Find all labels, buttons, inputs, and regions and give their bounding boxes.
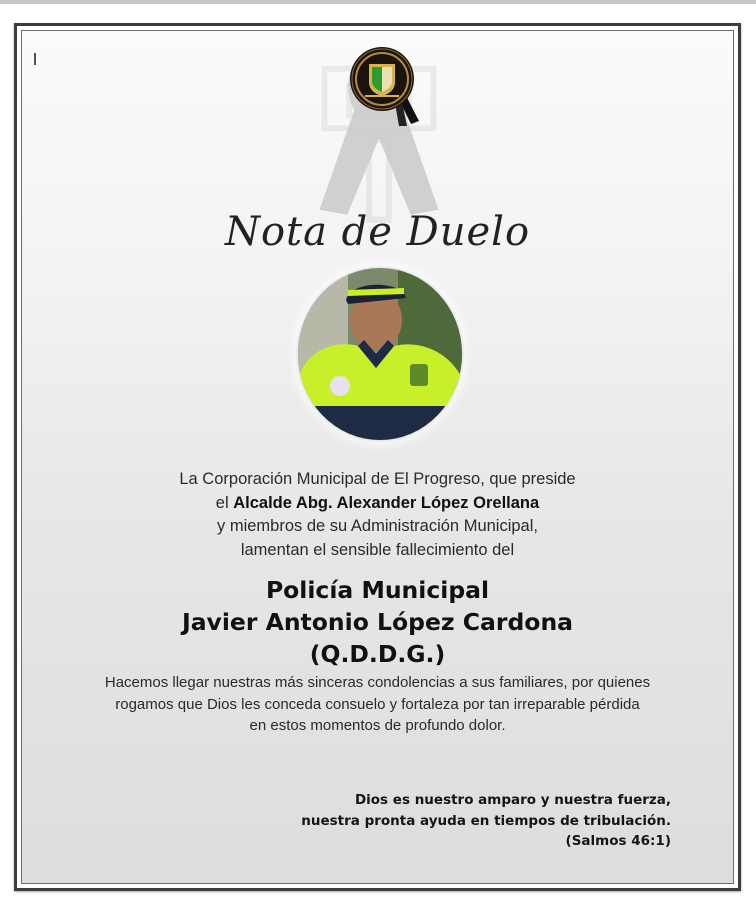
portrait-photo: [298, 268, 462, 440]
verse-line-1: Dios es nuestro amparo y nuestra fuerza,: [354, 792, 671, 808]
deceased-rank: Policía Municipal: [265, 576, 490, 604]
document-page: [21, 30, 734, 884]
condolence-paragraph: [22, 672, 733, 737]
intro-line-2: [22, 492, 733, 516]
intro-paragraph: [22, 468, 733, 562]
mayor-name: Alcalde Abg. Alexander López Orellana: [233, 493, 540, 512]
intro-line-1: La Corporación Municipal de El Progreso, que preside: [179, 470, 576, 488]
deceased-suffix: (Q.D.D.G.): [309, 640, 446, 668]
bible-verse: [301, 790, 671, 852]
verse-line-2: nuestra pronta ayuda en tiempos de tribulación.: [301, 812, 671, 829]
verse-reference: (Salmos 46:1): [565, 833, 671, 849]
document-frame: [14, 23, 741, 891]
condolence-line-3: en estos momentos de profundo dolor.: [249, 717, 506, 734]
top-divider: [0, 0, 756, 4]
page-title: Nota de Duelo: [224, 209, 531, 255]
intro-line-2-prefix: el: [215, 493, 234, 512]
municipal-seal-icon: [349, 46, 415, 112]
deceased-name: Javier Antonio López Cardona: [181, 608, 574, 636]
deceased-block: [22, 574, 733, 670]
intro-line-4: lamentan el sensible fallecimiento del: [240, 540, 515, 559]
mourning-ribbon-icon: [22, 31, 733, 883]
intro-line-3: y miembros de su Administración Municipal,: [217, 517, 538, 535]
condolence-line-1: Hacemos llegar nuestras más sinceras condolencias a sus familiares, por quienes: [104, 674, 651, 691]
condolence-line-2: rogamos que Dios les conceda consuelo y fortaleza por tan irreparable pérdida: [115, 695, 640, 713]
officer-portrait-icon: [298, 268, 462, 440]
